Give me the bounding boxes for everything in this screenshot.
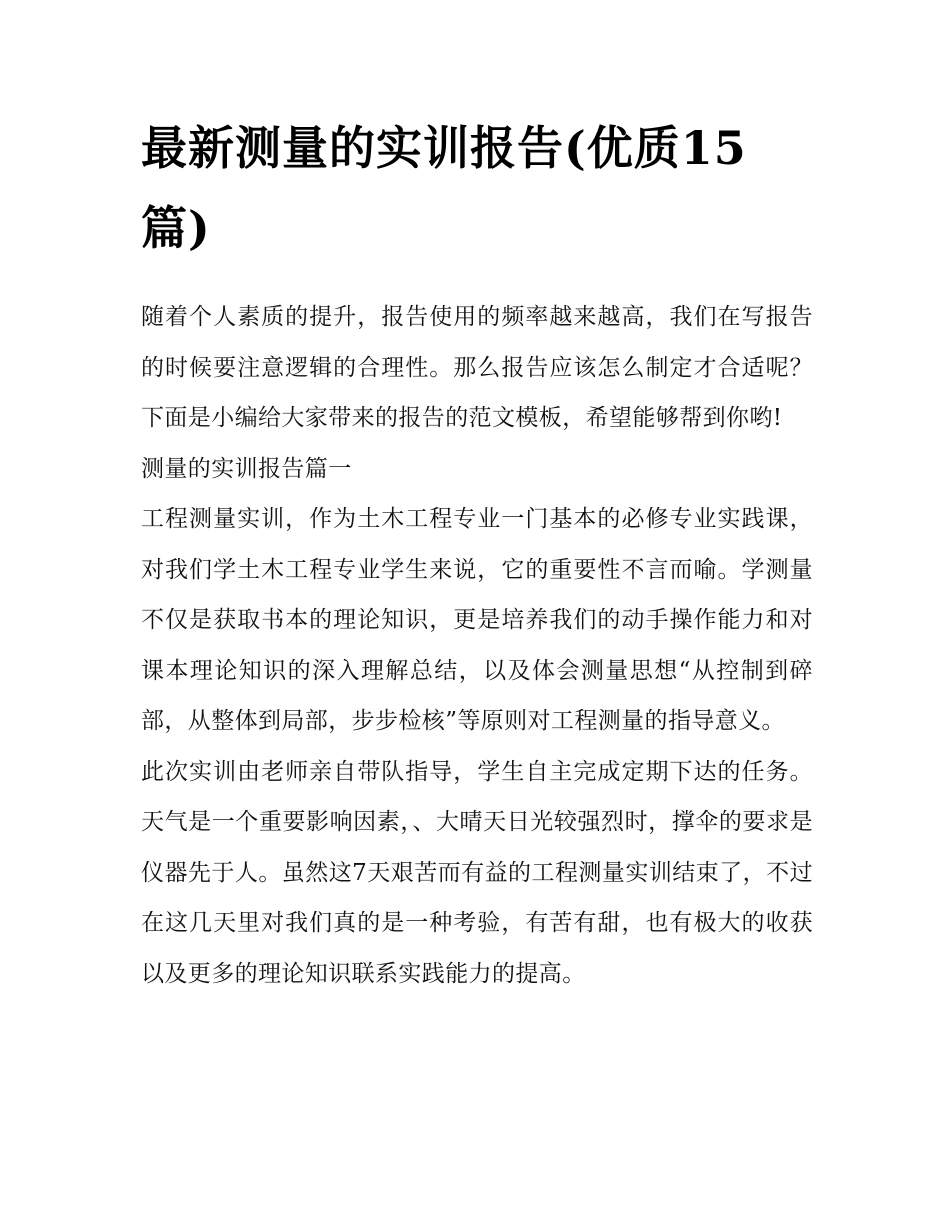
document-page [141,108,813,999]
document-title: 最新测量的实训报告(优质15篇) [141,121,747,255]
document-body [141,292,813,999]
section-heading: 测量的实训报告篇一 [141,455,352,482]
intro-paragraph: 随着个人素质的提升，报告使用的频率越来越高，我们在写报告的时候要注意逻辑的合理性。那么报告应该怎么制定才合适呢？下面是小编给大家带来的报告的范文模板，希望能够帮到你哟! [141,304,813,431]
body-paragraph-1: 工程测量实训，作为土木工程专业一门基本的必修专业实践课，对我们学土木工程专业学生来说，它的重要性不言而喻。学测量不仅是获取书本的理论知识，更是培养我们的动手操作能力和对课本理论知识的深入理解总结，以及体会测量思想“从控制到碎部，从整体到局部，步步检核”等原则对工程测量的指导意义。 [141,506,813,734]
body-paragraph-2: 此次实训由老师亲自带队指导，学生自主完成定期下达的任务。天气是一个重要影响因素，、大晴天日光较强烈时，撑伞的要求是仪器先于人。虽然这7天艰苦而有益的工程测量实训结束了，不过在这几天里对我们真的是一种考验，有苦有甜，也有极大的收获以及更多的理论知识联系实践能力的提高。 [141,758,813,987]
